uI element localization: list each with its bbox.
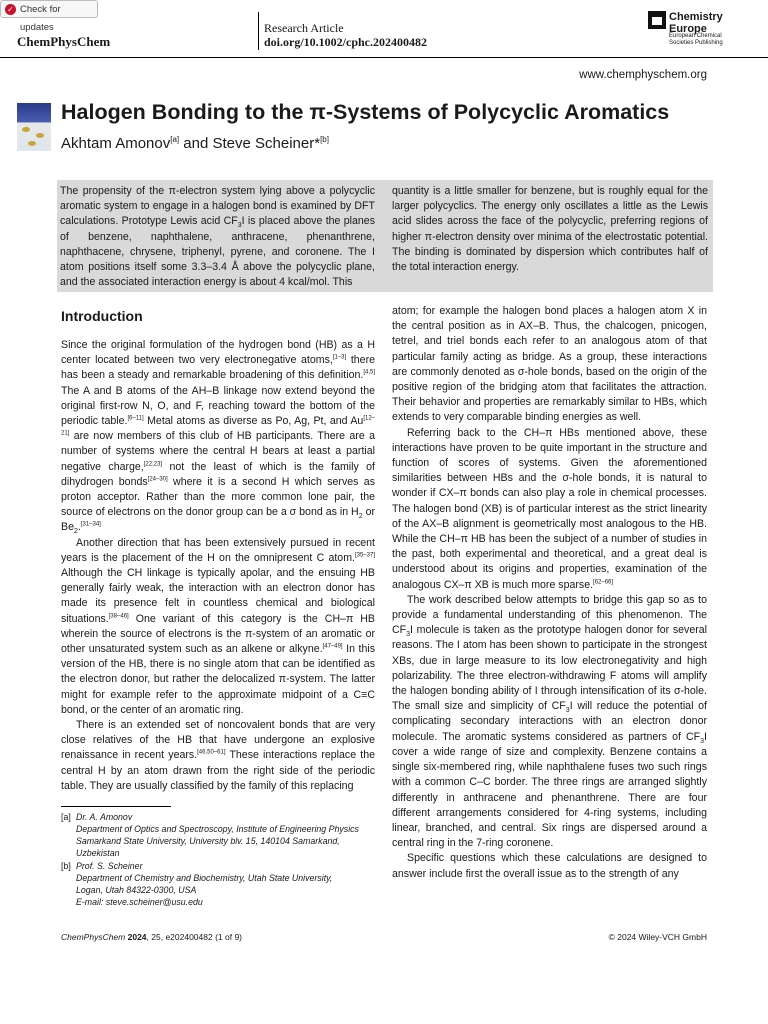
article-type: Research Article bbox=[264, 21, 344, 35]
citation[interactable]: [12–21] bbox=[61, 415, 375, 437]
copyright: © 2024 Wiley-VCH GmbH bbox=[608, 932, 707, 942]
footnote-label: [b] bbox=[61, 861, 71, 871]
text: Since the original formulation of the hydrogen bond (HB) as a H center located between two very electronegative atoms, bbox=[61, 339, 375, 367]
page-citation bbox=[61, 932, 242, 942]
author-name: Steve Scheiner* bbox=[212, 135, 321, 152]
text: . bbox=[77, 521, 81, 534]
paragraph bbox=[392, 426, 707, 593]
check-for-updates-badge[interactable] bbox=[0, 0, 98, 33]
paragraph bbox=[61, 718, 375, 794]
footnote-affiliation: Department of Chemistry and Biochemistry, Utah State University, Logan, Utah 84322-0300, USA bbox=[76, 873, 333, 895]
citation[interactable]: [1–3] bbox=[332, 354, 347, 361]
text: Metal atoms as diverse as Po, Ag, Pt, and Au bbox=[143, 415, 364, 428]
footnote-label: [a] bbox=[61, 812, 71, 822]
text: One variant of this category is the CH–π HB wherein the source of electrons is the π-system of an aromatic or other unsaturated system such as an alkene or alkyne. bbox=[61, 612, 375, 656]
footnote-email[interactable]: E-mail: steve.scheiner@usu.edu bbox=[76, 897, 203, 907]
text: Referring back to the CH–π HBs mentioned above, these interactions have proven to be quite important in the structure and function of scores of systems. Given the aforementioned similarities between HBs and the σ-hole bonds, it is natural to wonder if CX–π bonds can also play a role in chemical processes. The halogen bond (XB) is of particular interest as the strict linearity of the AX–B alignment is geometrically most analogous to the HB. While the CH–π HB has been the subject of a number of studies in the past, both experimental and theoretical, and a great deal is understood about its origins and properties, examination of the analogous CX–π XB is much more sparse. bbox=[392, 426, 707, 591]
subscript: 3 bbox=[406, 631, 411, 639]
citation[interactable]: [46,50–61] bbox=[197, 749, 226, 756]
affiliation-mark: [b] bbox=[320, 135, 329, 144]
footnote-b bbox=[61, 860, 361, 908]
check-updates-label: Check for updates bbox=[20, 4, 61, 33]
paragraph bbox=[61, 536, 375, 718]
author-name: Akhtam Amonov bbox=[61, 135, 171, 152]
subscript: 3 bbox=[700, 737, 705, 745]
check-updates-icon: ✓ bbox=[5, 4, 16, 15]
doi-link[interactable]: doi.org/10.1002/cphc.202400482 bbox=[264, 35, 428, 49]
citation[interactable]: [47–49] bbox=[322, 643, 343, 650]
body-left-column bbox=[61, 338, 375, 794]
citation[interactable]: [22,23] bbox=[143, 461, 163, 468]
subscript: 3 bbox=[565, 707, 570, 715]
footer-journal: ChemPhysChem bbox=[61, 932, 126, 942]
footnote-a bbox=[61, 811, 361, 859]
text: Although the CH linkage is typically apolar, and the ensuing HB generally fairly weak, the interaction with an electron donor has made its presence felt in countless chemical and biological situations. bbox=[61, 567, 375, 625]
text: not the least of which is the family of dihydrogen bonds bbox=[61, 460, 375, 488]
table-of-contents-graphic bbox=[17, 103, 51, 151]
section-heading: Introduction bbox=[61, 308, 143, 324]
header-rule bbox=[0, 57, 768, 58]
paragraph: atom; for example the halogen bond places a halogen atom X in the central position as in AX–B. Thus, the chalcogen, pnicogen, tetrel, and triel bonds each refer to an analogous atom of that particular family acting as bridge. As a group, these interactions are commonly denoted as σ-hole bonds, based on the origin of the positive region of the bridging atom that facilitates the attraction. Their behavior and properties are remarkably similar to HBs, which extends to very comparable binding energies as well. bbox=[392, 305, 707, 424]
text: or Be bbox=[61, 506, 375, 534]
citation[interactable]: [4,5] bbox=[363, 369, 375, 376]
subscript: 2 bbox=[358, 513, 363, 521]
subscript: 2 bbox=[73, 528, 78, 536]
journal-website-link[interactable]: www.chemphyschem.org bbox=[579, 69, 707, 81]
text: are now members of this club of HB participants. There are a number of systems where the central H bears at least a partial negative charge, bbox=[61, 430, 375, 473]
citation[interactable]: [62–66] bbox=[593, 579, 614, 586]
author-conjunction: and bbox=[179, 135, 213, 152]
text: The work described below attempts to bridge this gap so as to provide a fundamental understanding of this phenomenon. The CF bbox=[392, 593, 707, 637]
footnote-affiliation: Department of Optics and Spectroscopy, Institute of Engineering Physics Samarkand State University, University blv. 15, 140104 Samarkand, Uzbekistan bbox=[76, 824, 359, 858]
article-title: Halogen Bonding to the π-Systems of Polycyclic Aromatics bbox=[61, 100, 670, 124]
header-divider bbox=[258, 12, 259, 50]
text: Another direction that has been extensively pursued in recent years is the placement of the H on the omnipresent C atom. bbox=[61, 536, 375, 564]
publisher-name: Chemistry Europe bbox=[669, 11, 723, 35]
footnote-name: Dr. A. Amonov bbox=[76, 812, 133, 822]
paragraph bbox=[61, 338, 375, 536]
text: there has been a steady and remarkable broadening of this definition. bbox=[61, 354, 375, 382]
citation[interactable]: [24–30] bbox=[147, 476, 168, 483]
citation[interactable]: [38–46] bbox=[108, 613, 129, 620]
footnote-rule bbox=[61, 806, 171, 807]
abstract-left-column bbox=[60, 184, 375, 290]
body-right-column bbox=[392, 304, 707, 882]
subscript: 3 bbox=[237, 222, 242, 230]
publisher-subtitle: European Chemical Societies Publishing bbox=[669, 33, 723, 46]
text: In this version of the HB, there is no single atom that can be identified as the electron donor, but rather the delocalized π-system. The latter might for example refer to the approximate midpoint of a C≡C bond, or the center of an aromatic ring. bbox=[61, 643, 376, 716]
author-list bbox=[61, 135, 329, 152]
footer-year: 2024 bbox=[127, 932, 147, 942]
abstract-right-column: quantity is a little smaller for benzene, but is roughly equal for the larger polycyclics. The energy only oscillates a little as the Lewis acid slides across the face of the polycyclic, preferring regions of higher π-electron density over minima of the electrostatic potential. The binding is dominated by dispersion which contributes half of the total interaction energy. bbox=[392, 185, 708, 274]
text: There is an extended set of noncovalent bonds that are very close relatives of the HB that have undergone an explosive renaissance in recent years. bbox=[61, 719, 375, 762]
footnote-name: Prof. S. Scheiner bbox=[76, 861, 143, 871]
abstract-text: The propensity of the π-electron system lying above a polycyclic aromatic system to engage in a halogen bond is examined by DFT calculations. Prototype Lewis acid CF bbox=[60, 185, 375, 228]
text: I molecule is taken as the prototype halogen donor for several reasons. The I atom has been shown to participate in the strongest XBs, due in large measure to its low electronegativity and high polarizability. The three electron-withdrawing F atoms will amplify the halogen bonding ability of I through intensification of its σ-hole. The small size and simplicity of CF bbox=[392, 624, 707, 713]
text: where it is a second H which serves as proton acceptor. Rather than the more common lone pair, the source of electrons on the donor group can be a σ bond as in H bbox=[61, 475, 375, 519]
journal-name: ChemPhysChem bbox=[17, 34, 111, 49]
abstract-text: I is placed above the planes of benzene, naphthalene, anthracene, phenanthrene, naphthacene, chrysene, triphenyl, pyrene, and coronene. The I atom positions itself some 3.3–3.4 Å above the polycyclic plane, and the associated interaction energy is about 4 kcal/mol. This bbox=[60, 215, 375, 289]
affiliation-mark: [a] bbox=[170, 135, 180, 144]
paragraph: Specific questions which these calculations are designed to answer include first the overall issue as to the strength of any bbox=[392, 852, 707, 880]
footer-citation: , 25, e202400482 (1 of 9) bbox=[146, 932, 243, 942]
citation[interactable]: [31–34] bbox=[80, 521, 101, 528]
abstract-box bbox=[57, 180, 713, 292]
citation[interactable]: [35–37] bbox=[354, 552, 375, 559]
paragraph bbox=[392, 593, 707, 851]
text: I cover a wide range of size and complexity. Benzene contains a single six-membered ring, while naphthalene fuses two such rings with a common C–C border. The three rings are arranged slightly differently in anthracene and phenanthrene. There are four different arrangements considered for 4-ring systems, including linear, branched, and central. Six rings are dispersed around a central ring in the 7-ring coronene. bbox=[392, 730, 707, 850]
chemistry-europe-logo-icon bbox=[648, 11, 666, 29]
text: These interactions replace the central H by an atom drawn from the right side of the periodic table. They are usually classified by the family of this replacing bbox=[61, 749, 375, 792]
citation[interactable]: [6–11] bbox=[127, 415, 144, 422]
text: I will reduce the potential of complicating secondary interactions with an electron donor molecule. The aromatic systems considered as partners of CF bbox=[392, 700, 707, 743]
text: The A and B atoms of the AH–B linkage now extend beyond the original first-row N, O, and F, reaching toward the bottom of the periodic table. bbox=[61, 384, 375, 428]
